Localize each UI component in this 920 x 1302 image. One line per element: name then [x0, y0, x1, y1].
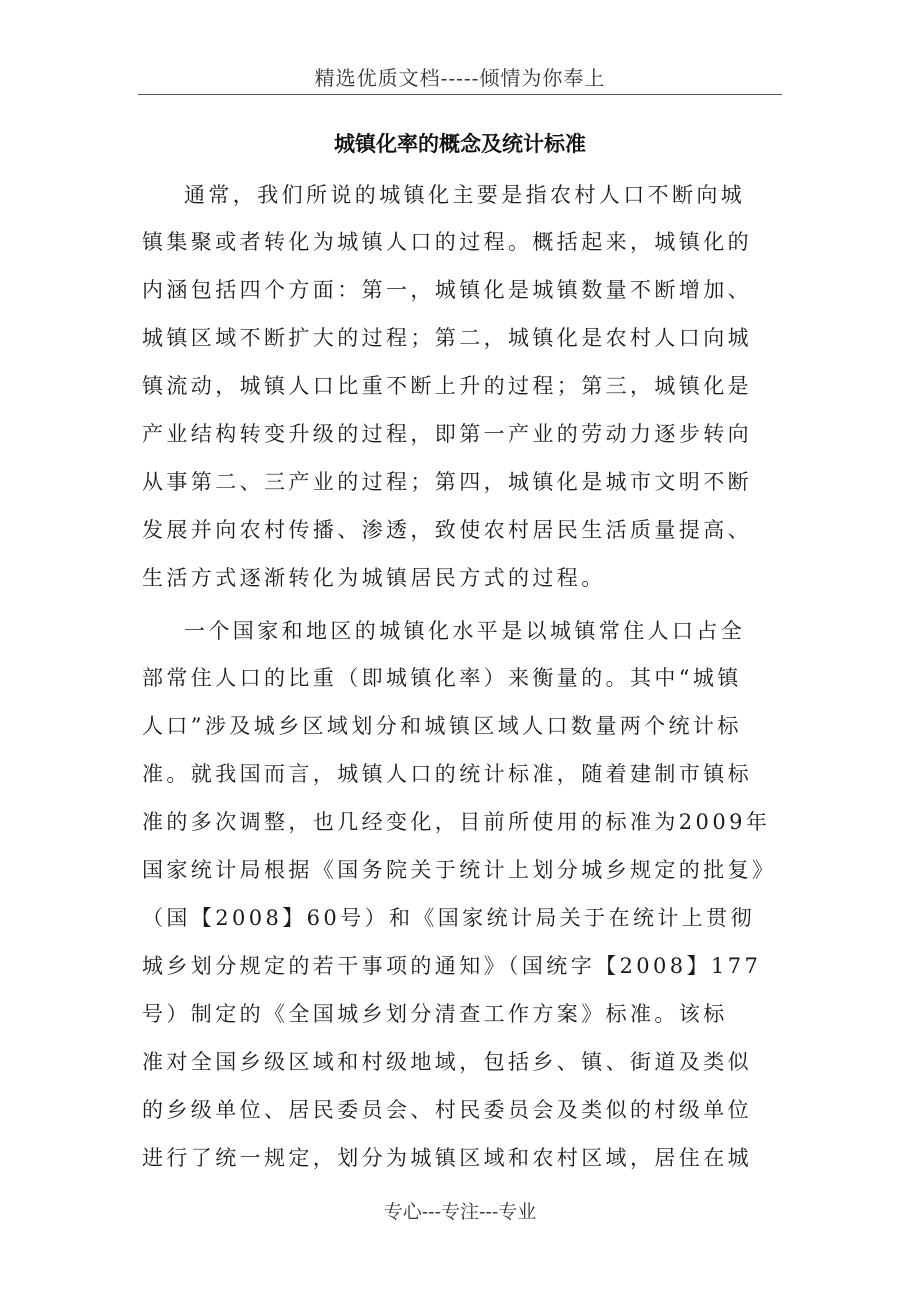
text-line: 镇流动，城镇人口比重不断上升的过程；第三，城镇化是 [142, 374, 752, 398]
text-line: 镇集聚或者转化为城镇人口的过程。概括起来，城镇化的 [142, 230, 752, 254]
text-line: 生活方式逐渐转化为城镇居民方式的过程。 [142, 566, 606, 590]
text-line: 号）制定的《全国城乡划分清查工作方案》标准。该标 [142, 1002, 728, 1026]
text-line: 准的多次调整，也几经变化，目前所使用的标准为2009年 [142, 810, 771, 834]
header-divider [138, 94, 782, 95]
text-line: 的乡级单位、居民委员会、村民委员会及类似的村级单位 [142, 1098, 752, 1122]
text-line: 国家统计局根据《国务院关于统计上划分城乡规定的批复》 [142, 858, 777, 882]
text-line: 产业结构转变升级的过程，即第一产业的劳动力逐步转向 [142, 422, 752, 446]
text-line: （国【2008】60号）和《国家统计局关于在统计上贯彻 [142, 906, 755, 930]
text-line: 从事第二、三产业的过程；第四，城镇化是城市文明不断 [142, 470, 752, 494]
text-line: 准。就我国而言，城镇人口的统计标准，随着建制市镇标 [142, 762, 752, 786]
text-line: 通常，我们所说的城镇化主要是指农村人口不断向城 [184, 183, 746, 207]
text-line: 进行了统一规定，划分为城镇区域和农村区域，居住在城 [142, 1146, 752, 1170]
text-line: 发展并向农村传播、渗透，致使农村居民生活质量提高、 [142, 518, 752, 542]
text-line: 内涵包括四个方面：第一，城镇化是城镇数量不断增加、 [142, 278, 752, 302]
text-line: 准对全国乡级区域和村级地域，包括乡、镇、街道及类似 [142, 1050, 752, 1074]
page-header: 精选优质文档-----倾情为你奉上 [314, 66, 606, 90]
text-line: 部常住人口的比重（即城镇化率）来衡量的。其中“城镇 [142, 666, 742, 690]
document-title: 城镇化率的概念及统计标准 [334, 132, 586, 156]
text-line: 城镇区域不断扩大的过程；第二，城镇化是农村人口向城 [142, 326, 752, 350]
text-line: 城乡划分规定的若干事项的通知》（国统字【2008】177 [142, 954, 762, 978]
page-footer: 专心---专注---专业 [383, 1201, 537, 1223]
text-line: 一个国家和地区的城镇化水平是以城镇常住人口占全 [184, 619, 746, 643]
text-line: 人口”涉及城乡区域划分和城镇区域人口数量两个统计标 [142, 714, 742, 738]
